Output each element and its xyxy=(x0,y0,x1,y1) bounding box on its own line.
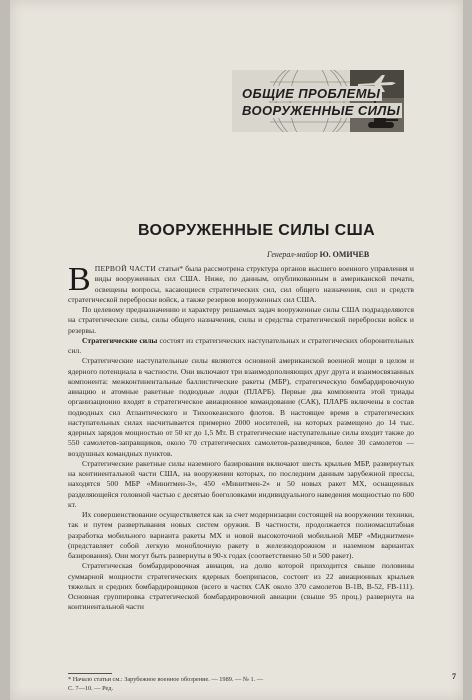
banner-illustration xyxy=(232,70,404,132)
lead-caps: ПЕРВОЙ ЧАСТИ xyxy=(94,264,157,273)
banner-line-2: ВООРУЖЕННЫЕ СИЛЫ xyxy=(242,103,401,118)
paragraph-1-text: статьи* была рассмотрена структура органов высшего военного управления и виды вооруженных сил США. Ниже, по данным, опубликованным в американской печати, освещены вопросы, касающиеся стратегических сил, сил общего назначения, сил и средств стратегической переброски войск, а также резервов вооруженных сил США. xyxy=(68,264,414,304)
footnote xyxy=(68,676,368,693)
article-body xyxy=(68,261,414,613)
article-author xyxy=(267,250,369,259)
paragraph-5: Стратегические ракетные силы наземного базирования включают шесть крыльев МБР, развернутых на континентальной части США, на вооружении которых, по последним данным зарубежной прессы, находятся 500 МБР «Минитмен-3», 450 «Минитмен-2» и 50 новых ракет МХ, оснащенных разделяющейся головной частью с десятью боеголовками индивидуального наведения мощностью по 600 кт. xyxy=(68,458,414,509)
page-number: 7 xyxy=(452,672,456,681)
footnote-line-2: С. 7—10. — Ред. xyxy=(68,684,114,692)
author-rank: Генерал-майор xyxy=(267,250,318,259)
paragraph-4: Стратегические наступательные силы являются основной американской военной мощи в целом и ядерного потенциала в частности. Они включают три взаимодополняющих друг друга и взаимосвязанных компонента: межконтинентальные баллистические ракеты (МБР), стратегическую бомбардировочную авиацию и атомные ракетные подводные лодки (ПЛАРБ). Первые два компонента этой триады организационно входят в стратегическое авиационное командование (САК), ПЛАРБ включены в состав подводных сил Атлантического и Тихоокеанского флотов. В настоящее время в стратегических наступательных силах насчитывается примерно 2000 носителей, на которых размещено до 14 тыс. ядерных зарядов мощностью от 50 кт до 1,5 Мт. В стратегические наступательные силы входит также до 550 самолетов-заправщиков, около 70 стратегических самолетов-разведчиков, более 30 самолетов — воздушных командных пунктов. xyxy=(68,356,414,458)
footnote-separator xyxy=(68,673,112,674)
paragraph-7: Стратегическая бомбардировочная авиация, на долю которой приходится свыше половины суммарной мощности стратегических ядерных боеприпасов, состоит из 22 авиационных крыльев тяжелых и средних бомбардировщиков (всего в частях САК около 370 самолетов В-1В, В-52, FВ-111). Основная группировка стратегической бомбардировочной авиации (свыше 95 проц.) развернута на континентальной части xyxy=(68,561,414,612)
paragraph-1 xyxy=(68,261,414,305)
paragraph-3 xyxy=(68,336,414,357)
section-banner xyxy=(232,70,404,132)
term-strategic-forces: Стратегические силы xyxy=(82,335,158,345)
drop-cap: В xyxy=(68,261,91,298)
footnote-line-1: * Начало статьи см.: Зарубежное военное обозрение. — 1989. — № 1. — xyxy=(68,676,264,683)
document-page xyxy=(10,0,463,700)
paragraph-2: По целевому предназначению и характеру решаемых задач вооруженные силы США подразделяются на стратегические силы, силы общего назначения, силы и средства стратегической переброски войск и резервы. xyxy=(68,305,414,335)
article-title: ВООРУЖЕННЫЕ СИЛЫ США xyxy=(138,222,376,239)
paragraph-6: Их совершенствование осуществляется как за счет модернизации состоящей на вооружении техники, так и путем развертывания новых систем оружия. В частности, продолжается полномасштабная разработка мобильного варианта ракеты МХ и новой высокоточной мобильной МБР «Миджитмен» (представляет собой легкую моноблочную ракету в железнодорожном и наземном вариантах базирования). Они могут быть развернуты в 90-х годах (соответственно 50 и 500 ракет). xyxy=(68,510,414,560)
banner-line-1: ОБЩИЕ ПРОБЛЕМЫ xyxy=(242,86,381,101)
paragraph-3-text: состоят из стратегических наступательных и стратегических оборонительных сил. xyxy=(68,335,414,355)
author-name: Ю. ОМИЧЕВ xyxy=(319,250,370,259)
